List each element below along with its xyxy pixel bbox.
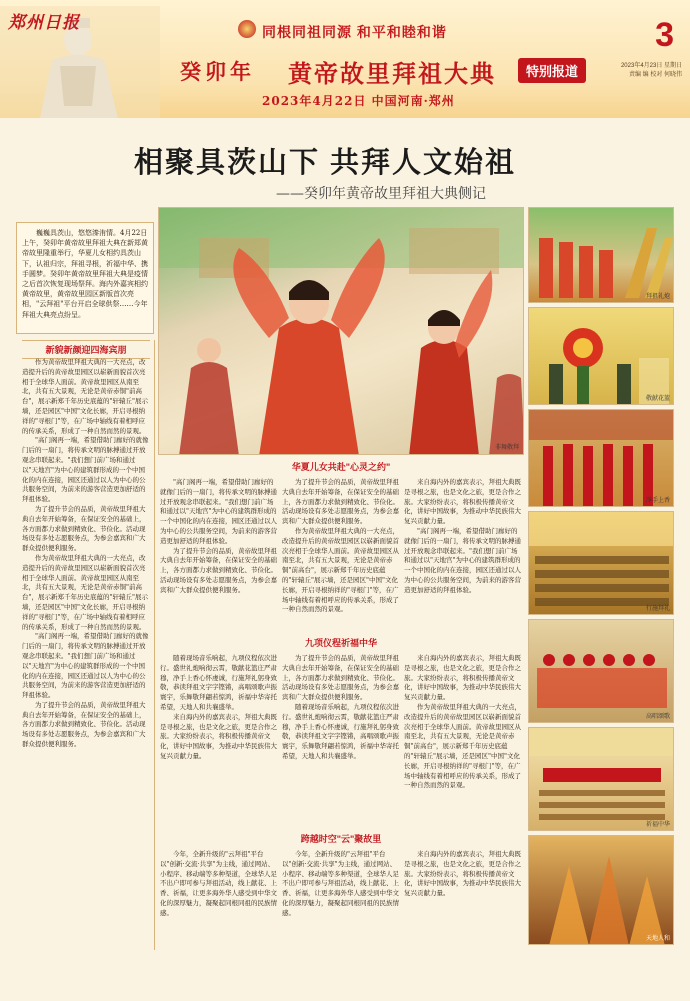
side-photo-bless[interactable] bbox=[528, 727, 674, 831]
ceremony-hall-icon bbox=[529, 728, 674, 831]
section-head-3: 九项仪程祈福中华 bbox=[304, 638, 377, 648]
column-2c-para: 来自海内外的嘉宾表示，拜祖大典既是寻根之旅，也是文化之旅，更是合作之旅。大家纷纷表示，将积极传播黄帝文化，讲好中国故事，为推动中华民族伟大复兴贡献力量。 bbox=[404, 478, 521, 526]
side-photo-salute[interactable] bbox=[528, 207, 674, 303]
column-divider bbox=[154, 340, 155, 950]
column-left-para-3: 为了提升节会的品质，黄帝故里拜祖大典自去年开始筹备，在保证安全的基础上，各方面都力求做到精致化、节俭化。活动现场设有多处志愿服务点，为参会嘉宾和广大群众提供便利服务。 bbox=[22, 504, 146, 553]
choir-icon bbox=[529, 620, 674, 723]
bowing-crowd-icon bbox=[529, 512, 674, 615]
side-caption-6: 祈福中华 bbox=[645, 822, 670, 828]
column-4a bbox=[160, 850, 278, 990]
column-3c-para-2: 作为黄帝故里拜祖大典的一大亮点，改造提升后的黄帝故里园区以崭新面貌首次亮相于全球华人面前。黄帝故里园区从南至北，共有五大景观，无论是黄帝赤铜"前高台"，展示新郑千年历史底蕴的"轩辕丘"展示墙，还是园区"中国"文化长廊，开启寻根纳祥的"寻根门"等，在广场中轴线有着相呼应的传承关系，形成了一种自然而然的景观。 bbox=[404, 702, 521, 790]
side-caption-5: 高唱颂歌 bbox=[645, 714, 670, 720]
main-photo-dancers[interactable] bbox=[158, 207, 524, 455]
column-left-para-2: "高门阁再一端，希望借助门廊好的就像门后的一扇门，将传承文明的脉搏通过开放观念串联起来。"我们想门前广场和通过以"天地宫"为中心的建筑群形成的一个中国化的内在连接，园区还通过以人为中心的公共服务空间，为前来的游客营造更加舒适的拜祖体验。 bbox=[22, 436, 149, 504]
column-left-para-5: "高门阁再一端，希望借助门廊好的就像门后的一扇门，将传承文明的脉搏通过开放观念串联起来。"我们想门前广场和通过以"天地宫"为中心的建筑群形成的一个中国化的内在连接，园区还通过以人为中心的公共服务空间，为前来的游客营造更加舒适的拜祖体验。 bbox=[22, 632, 149, 700]
event-slogan: 同根同祖同源 和平和睦和谐 bbox=[262, 24, 447, 40]
column-2b-para-2: 作为黄帝故里拜祖大典的一大亮点，改造提升后的黄帝故里园区以崭新面貌首次亮相于全球华人面前。黄帝故里园区从南至北，共有五大景观，无论是黄帝赤铜"前高台"，展示新郑千年历史底蕴的"轩辕丘"展示墙，还是园区"中国"文化长廊，开启寻根纳祥的"寻根门"等，在广场中轴线有着相呼应的传承关系，形成了一种自然而然的景观。 bbox=[282, 526, 399, 614]
special-report-badge: 特别报道 bbox=[518, 58, 586, 83]
column-3a bbox=[160, 654, 278, 824]
column-4c bbox=[404, 850, 522, 990]
column-3b bbox=[282, 654, 400, 824]
page-headline: 相聚具茨山下 共拜人文始祖 bbox=[134, 147, 517, 179]
column-3c-para: 来自海内外的嘉宾表示，拜祖大典既是寻根之旅，也是文化之旅，更是合作之旅。大家纷纷表示，将积极传播黄帝文化，讲好中国故事，为推动中华民族伟大复兴贡献力量。 bbox=[404, 654, 521, 702]
column-2c-para-2: "高门阁再一端，希望借助门廊好的就像门后的一扇门，将传承文明的脉搏通过开放观念串联起来。"我们想门前广场和通过以"天地宫"为中心的建筑群形成的一个中国化的内在连接，园区还通过以人为中心的公共服务空间，为前来的游客营造更加舒适的拜祖体验。 bbox=[404, 526, 521, 594]
column-3b-para-2: 随着现场音乐响起，九项仪程依次进行。盛世礼炮响彻云霄，敬献花篮庄严肃穆，净手上香心怀虔诚，行施拜礼躬身致敬，恭读拜祖文字字铿锵，高唱颂歌声振寰宇，乐舞敬拜翩若惊鸿，祈福中华寄托希望，天地人和共襄盛举。 bbox=[282, 702, 399, 760]
section-head-1: 新貌新颜迎四海宾朋 bbox=[22, 340, 150, 359]
salute-cannon-icon bbox=[529, 208, 674, 303]
column-2b-para: 为了提升节会的品质，黄帝故里拜祖大典自去年开始筹备，在保证安全的基础上，各方面都力求做到精致化、节俭化。活动现场设有多处志愿服务点，为参会嘉宾和广大群众提供便利服务。 bbox=[282, 478, 399, 526]
column-2a-para-2: 为了提升节会的品质，黄帝故里拜祖大典自去年开始筹备，在保证安全的基础上，各方面都力求做到精致化、节俭化。活动现场设有多处志愿服务点，为参会嘉宾和广大群众提供便利服务。 bbox=[160, 546, 277, 594]
column-2a bbox=[160, 478, 278, 628]
event-year: 癸卯年 bbox=[180, 59, 255, 84]
issue-editors: 责编 编 校对 何晓伟 bbox=[628, 72, 682, 78]
event-emblem-icon bbox=[238, 20, 256, 38]
side-caption-2: 敬献花篮 bbox=[645, 396, 670, 402]
main-photo-caption: 非舞敬拜 bbox=[494, 445, 519, 451]
side-photo-song[interactable] bbox=[528, 619, 674, 723]
page-subheadline: ——癸卯年黄帝故里拜祖大典侧记 bbox=[276, 186, 486, 202]
column-left-para-1: 作为黄帝故里拜祖大典的一大亮点，改造提升后的黄帝故里园区以崭新面貌首次亮相于全球华人面前。黄帝故里园区从南至北，共有五大景观，无论是黄帝赤铜"前高台"，展示新郑千年历史底蕴的"轩辕丘"展示墙，还是园区"中国"文化长廊，开启寻根纳祥的"寻根门"等，在广场中轴线有着相呼应的传承关系，形成了一种自然而然的景观。 bbox=[22, 358, 148, 435]
incense-ceremony-icon bbox=[529, 410, 674, 507]
intro-text: 巍巍具茨山，悠悠溱洧情。4月22日上午，癸卯年黄帝故里拜祖大典在新郑黄帝故里隆重举行，华夏儿女相约具茨山下，认祖归宗，拜祖寻根，祈福中华、携手圆梦。癸卯年黄帝故里拜祖大典是疫情之后首次恢复现场祭拜。海内外嘉宾相约黄帝故里，黄帝故里园区新版首次亮相，"云拜祖"平台开启全球供祭……今年拜祖大典亮点纷呈。 bbox=[22, 229, 148, 319]
side-photo-harmony[interactable] bbox=[528, 835, 674, 945]
column-3b-para: 为了提升节会的品质，黄帝故里拜祖大典自去年开始筹备，在保证安全的基础上，各方面都力求做到精致化、节俭化。活动现场设有多处志愿服务点，为参会嘉宾和广大群众提供便利服务。 bbox=[282, 654, 399, 702]
column-2b bbox=[282, 478, 400, 628]
column-3a-para-2: 来自海内外的嘉宾表示，拜祖大典既是寻根之旅，也是文化之旅，更是合作之旅。大家纷纷表示，将积极传播黄帝文化，讲好中国故事，为推动中华民族伟大复兴贡献力量。 bbox=[160, 712, 277, 760]
side-photo-bow[interactable] bbox=[528, 511, 674, 615]
flower-basket-icon bbox=[529, 308, 674, 405]
column-4b bbox=[282, 850, 400, 990]
issue-date: 2023年4月23日 星期日 bbox=[620, 63, 682, 69]
newspaper-logo[interactable]: 郑州日报 bbox=[8, 13, 80, 33]
column-3c bbox=[404, 654, 522, 824]
dancers-illustration-icon bbox=[159, 208, 524, 455]
event-date-line: 2023年4月22日 中国河南·郑州 bbox=[262, 94, 455, 108]
dance-finale-icon bbox=[529, 836, 674, 945]
section-head-2: 华夏儿女共赴"心灵之约" bbox=[291, 462, 391, 472]
side-caption-1: 拜祖礼炮 bbox=[645, 294, 670, 300]
column-4a-para: 今年，全新升级的"云拜祖"平台以"创新·交流·共享"为主线，通过网站、小程序、移动端等多种渠道，全球华人足不出户即可参与拜祖活动，线上献花、上香、祈福，让更多海外华人感受到中华文化的深厚魅力，凝聚起同根同祖的民族情感。 bbox=[160, 850, 277, 917]
column-4c-para: 来自海内外的嘉宾表示，拜祖大典既是寻根之旅，也是文化之旅，更是合作之旅。大家纷纷表示，将积极传播黄帝文化，讲好中国故事，为推动中华民族伟大复兴贡献力量。 bbox=[404, 850, 521, 898]
column-left-para-4: 作为黄帝故里拜祖大典的一大亮点，改造提升后的黄帝故里园区以崭新面貌首次亮相于全球华人面前。黄帝故里园区从南至北，共有五大景观，无论是黄帝赤铜"前高台"，展示新郑千年历史底蕴的"轩辕丘"展示墙，还是园区"中国"文化长廊，开启寻根纳祥的"寻根门"等，在广场中轴线有着相呼应的传承关系，形成了一种自然而然的景观。 bbox=[22, 553, 148, 631]
issue-meta bbox=[621, 62, 682, 80]
column-2c bbox=[404, 478, 522, 628]
masthead bbox=[0, 0, 690, 118]
column-4b-para: 今年，全新升级的"云拜祖"平台以"创新·交流·共享"为主线，通过网站、小程序、移动端等多种渠道，全球华人足不出户即可参与拜祖活动，线上献花、上香、祈福，让更多海外华人感受到中华文化的深厚魅力，凝聚起同根同祖的民族情感。 bbox=[282, 850, 399, 917]
side-caption-4: 行施拜礼 bbox=[645, 606, 670, 612]
column-left bbox=[22, 358, 150, 948]
column-2a-para: "高门阁再一端，希望借助门廊好的就像门后的一扇门，将传承文明的脉搏通过开放观念串联起来。"我们想门前广场和通过以"天地宫"为中心的建筑群形成的一个中国化的内在连接，园区还通过以人为中心的公共服务空间，为前来的游客营造更加舒适的拜祖体验。 bbox=[160, 478, 277, 545]
side-caption-3: 净手上香 bbox=[645, 498, 670, 504]
event-title: 黄帝故里拜祖大典 bbox=[288, 59, 496, 88]
column-left-para-6: 为了提升节会的品质，黄帝故里拜祖大典自去年开始筹备，在保证安全的基础上，各方面都力求做到精致化、节俭化。活动现场设有多处志愿服务点，为参会嘉宾和广大群众提供便利服务。 bbox=[22, 700, 146, 749]
section-head-4: 跨越时空"云"聚故里 bbox=[300, 834, 382, 844]
column-3a-para: 随着现场音乐响起，九项仪程依次进行。盛世礼炮响彻云霄，敬献花篮庄严肃穆，净手上香心怀虔诚，行施拜礼躬身致敬，恭读拜祖文字字铿锵，高唱颂歌声振寰宇，乐舞敬拜翩若惊鸿，祈福中华寄托希望，天地人和共襄盛举。 bbox=[160, 654, 277, 711]
side-caption-7: 天地人和 bbox=[645, 936, 670, 942]
page-number: 3 bbox=[655, 16, 674, 54]
side-photo-incense[interactable] bbox=[528, 409, 674, 507]
side-photo-flowers[interactable] bbox=[528, 307, 674, 405]
